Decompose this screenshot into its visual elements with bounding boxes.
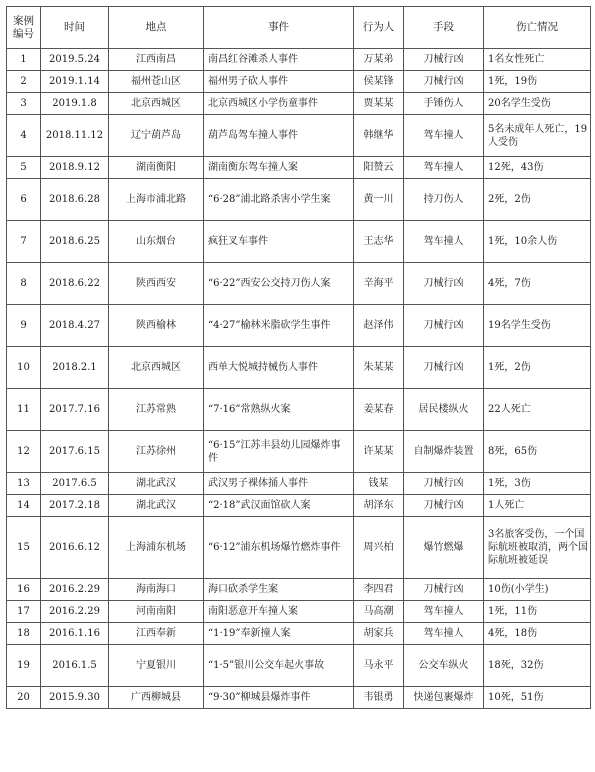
cell-location: 北京西城区 — [109, 347, 204, 389]
table-row — [7, 115, 591, 157]
cell-casualties: 2死，2伤 — [484, 179, 591, 221]
cell-event: “1·19”奉新撞人案 — [204, 623, 354, 645]
cell-event: “6·22”西安公交持刀伤人案 — [204, 263, 354, 305]
table-row — [7, 179, 591, 221]
cell-perpetrator: 许某某 — [354, 431, 404, 473]
header-case-number: 案例编号 — [7, 7, 41, 49]
cell-time: 2017.6.5 — [41, 473, 109, 495]
cell-case-number: 11 — [7, 389, 41, 431]
cell-casualties: 4死，18伤 — [484, 623, 591, 645]
cell-location: 上海市浦北路 — [109, 179, 204, 221]
cell-case-number: 16 — [7, 579, 41, 601]
table-row — [7, 579, 591, 601]
cell-event: “1·5”银川公交车起火事故 — [204, 645, 354, 687]
cell-location: 江西奉新 — [109, 623, 204, 645]
table-row — [7, 601, 591, 623]
cell-location: 江苏常熟 — [109, 389, 204, 431]
header-event: 事件 — [204, 7, 354, 49]
table-row — [7, 221, 591, 263]
table-row — [7, 473, 591, 495]
cell-event: “2·18”武汉面馆砍人案 — [204, 495, 354, 517]
cell-method: 居民楼纵火 — [404, 389, 484, 431]
cell-time: 2015.9.30 — [41, 687, 109, 709]
cell-method: 驾车撞人 — [404, 221, 484, 263]
cell-casualties: 1死，19伤 — [484, 71, 591, 93]
table-row — [7, 305, 591, 347]
cell-casualties: 8死，65伤 — [484, 431, 591, 473]
table-row — [7, 347, 591, 389]
cell-method: 刀械行凶 — [404, 49, 484, 71]
table-row — [7, 93, 591, 115]
table-row — [7, 157, 591, 179]
cell-method: 刀械行凶 — [404, 473, 484, 495]
cell-perpetrator: 赵泽伟 — [354, 305, 404, 347]
cell-casualties: 1死，11伤 — [484, 601, 591, 623]
cell-casualties: 1人死亡 — [484, 495, 591, 517]
cell-event: “7·16”常熟纵火案 — [204, 389, 354, 431]
cell-perpetrator: 马高潮 — [354, 601, 404, 623]
header-method: 手段 — [404, 7, 484, 49]
cell-time: 2017.6.15 — [41, 431, 109, 473]
cell-time: 2018.6.22 — [41, 263, 109, 305]
cell-perpetrator: 王志华 — [354, 221, 404, 263]
cell-casualties: 1死，2伤 — [484, 347, 591, 389]
incident-table — [6, 6, 591, 709]
table-row — [7, 495, 591, 517]
cell-perpetrator: 姜某春 — [354, 389, 404, 431]
cell-method: 刀械行凶 — [404, 495, 484, 517]
header-time: 时间 — [41, 7, 109, 49]
cell-event: 湖南衡东驾车撞人案 — [204, 157, 354, 179]
cell-method: 公交车纵火 — [404, 645, 484, 687]
cell-case-number: 10 — [7, 347, 41, 389]
cell-casualties: 12死，43伤 — [484, 157, 591, 179]
cell-event: 南昌红谷滩杀人事件 — [204, 49, 354, 71]
cell-method: 刀械行凶 — [404, 71, 484, 93]
cell-case-number: 4 — [7, 115, 41, 157]
cell-casualties: 4死，7伤 — [484, 263, 591, 305]
cell-casualties: 10伤(小学生) — [484, 579, 591, 601]
header-location: 地点 — [109, 7, 204, 49]
cell-time: 2018.6.25 — [41, 221, 109, 263]
cell-time: 2017.7.16 — [41, 389, 109, 431]
cell-casualties: 1死，3伤 — [484, 473, 591, 495]
cell-event: “6·15”江苏丰县幼儿园爆炸事件 — [204, 431, 354, 473]
cell-case-number: 8 — [7, 263, 41, 305]
cell-casualties: 1名女性死亡 — [484, 49, 591, 71]
table-row — [7, 49, 591, 71]
cell-casualties: 5名未成年人死亡，19人受伤 — [484, 115, 591, 157]
cell-perpetrator: 马永平 — [354, 645, 404, 687]
cell-method: 驾车撞人 — [404, 115, 484, 157]
cell-perpetrator: 钱某 — [354, 473, 404, 495]
cell-method: 驾车撞人 — [404, 601, 484, 623]
table-row — [7, 431, 591, 473]
cell-time: 2016.1.16 — [41, 623, 109, 645]
cell-time: 2019.5.24 — [41, 49, 109, 71]
table-body — [7, 49, 591, 709]
cell-case-number: 6 — [7, 179, 41, 221]
cell-event: 武汉男子裸体捅人事件 — [204, 473, 354, 495]
cell-case-number: 12 — [7, 431, 41, 473]
cell-perpetrator: 胡家兵 — [354, 623, 404, 645]
cell-method: 持刀伤人 — [404, 179, 484, 221]
cell-casualties: 18死，32伤 — [484, 645, 591, 687]
cell-method: 驾车撞人 — [404, 623, 484, 645]
cell-perpetrator: 万某弟 — [354, 49, 404, 71]
cell-location: 山东烟台 — [109, 221, 204, 263]
cell-location: 江西南昌 — [109, 49, 204, 71]
cell-case-number: 18 — [7, 623, 41, 645]
cell-case-number: 19 — [7, 645, 41, 687]
cell-location: 广西柳城县 — [109, 687, 204, 709]
table-row — [7, 623, 591, 645]
cell-event: “6·28”浦北路杀害小学生案 — [204, 179, 354, 221]
cell-location: 福州苍山区 — [109, 71, 204, 93]
cell-case-number: 20 — [7, 687, 41, 709]
cell-method: 自制爆炸装置 — [404, 431, 484, 473]
cell-location: 上海浦东机场 — [109, 517, 204, 579]
cell-casualties: 1死，10余人伤 — [484, 221, 591, 263]
cell-location: 湖北武汉 — [109, 473, 204, 495]
table-header-row — [7, 7, 591, 49]
cell-casualties: 19名学生受伤 — [484, 305, 591, 347]
cell-event: 疯狂叉车事件 — [204, 221, 354, 263]
cell-casualties: 20名学生受伤 — [484, 93, 591, 115]
cell-perpetrator: 胡泽东 — [354, 495, 404, 517]
cell-time: 2018.9.12 — [41, 157, 109, 179]
cell-perpetrator: 韦银勇 — [354, 687, 404, 709]
cell-time: 2016.2.29 — [41, 601, 109, 623]
cell-method: 快递包裹爆炸 — [404, 687, 484, 709]
cell-event: 南阳恶意开车撞人案 — [204, 601, 354, 623]
cell-method: 刀械行凶 — [404, 263, 484, 305]
cell-case-number: 1 — [7, 49, 41, 71]
cell-casualties: 22人死亡 — [484, 389, 591, 431]
table-row — [7, 517, 591, 579]
cell-casualties: 10死，51伤 — [484, 687, 591, 709]
cell-perpetrator: 贾某某 — [354, 93, 404, 115]
header-casualties: 伤亡情况 — [484, 7, 591, 49]
cell-case-number: 14 — [7, 495, 41, 517]
cell-method: 刀械行凶 — [404, 305, 484, 347]
cell-location: 宁夏银川 — [109, 645, 204, 687]
cell-case-number: 2 — [7, 71, 41, 93]
cell-time: 2018.2.1 — [41, 347, 109, 389]
cell-method: 驾车撞人 — [404, 157, 484, 179]
cell-case-number: 7 — [7, 221, 41, 263]
cell-event: 海口砍杀学生案 — [204, 579, 354, 601]
cell-event: 葫芦岛驾车撞人事件 — [204, 115, 354, 157]
cell-perpetrator: 阳赞云 — [354, 157, 404, 179]
cell-perpetrator: 辛海平 — [354, 263, 404, 305]
cell-perpetrator: 朱某某 — [354, 347, 404, 389]
cell-location: 湖北武汉 — [109, 495, 204, 517]
cell-location: 江苏徐州 — [109, 431, 204, 473]
cell-time: 2019.1.8 — [41, 93, 109, 115]
cell-time: 2016.2.29 — [41, 579, 109, 601]
cell-event: 北京西城区小学伤童事件 — [204, 93, 354, 115]
cell-location: 海南海口 — [109, 579, 204, 601]
cell-case-number: 13 — [7, 473, 41, 495]
cell-perpetrator: 黄一川 — [354, 179, 404, 221]
cell-case-number: 9 — [7, 305, 41, 347]
cell-location: 湖南衡阳 — [109, 157, 204, 179]
cell-perpetrator: 周兴柏 — [354, 517, 404, 579]
cell-perpetrator: 侯某锋 — [354, 71, 404, 93]
cell-time: 2018.11.12 — [41, 115, 109, 157]
cell-casualties: 3名旅客受伤，一个国际航班被取消，两个国际航班被延误 — [484, 517, 591, 579]
cell-method: 手锤伤人 — [404, 93, 484, 115]
cell-method: 刀械行凶 — [404, 347, 484, 389]
table-row — [7, 71, 591, 93]
table-row — [7, 645, 591, 687]
cell-case-number: 5 — [7, 157, 41, 179]
cell-event: “9·30”柳城县爆炸事件 — [204, 687, 354, 709]
cell-time: 2018.6.28 — [41, 179, 109, 221]
cell-location: 陕西榆林 — [109, 305, 204, 347]
cell-method: 爆竹燃爆 — [404, 517, 484, 579]
cell-location: 辽宁葫芦岛 — [109, 115, 204, 157]
cell-time: 2018.4.27 — [41, 305, 109, 347]
table-row — [7, 687, 591, 709]
table-row — [7, 263, 591, 305]
cell-case-number: 15 — [7, 517, 41, 579]
cell-event: “4·27”榆林米脂砍学生事件 — [204, 305, 354, 347]
cell-perpetrator: 韩继华 — [354, 115, 404, 157]
cell-event: “6·12”浦东机场爆竹燃炸事件 — [204, 517, 354, 579]
cell-case-number: 17 — [7, 601, 41, 623]
cell-time: 2016.1.5 — [41, 645, 109, 687]
cell-perpetrator: 李四君 — [354, 579, 404, 601]
cell-location: 陕西西安 — [109, 263, 204, 305]
cell-method: 刀械行凶 — [404, 579, 484, 601]
cell-case-number: 3 — [7, 93, 41, 115]
cell-time: 2017.2.18 — [41, 495, 109, 517]
cell-time: 2016.6.12 — [41, 517, 109, 579]
header-perpetrator: 行为人 — [354, 7, 404, 49]
table-row — [7, 389, 591, 431]
cell-location: 河南南阳 — [109, 601, 204, 623]
cell-time: 2019.1.14 — [41, 71, 109, 93]
cell-location: 北京西城区 — [109, 93, 204, 115]
cell-event: 福州男子砍人事件 — [204, 71, 354, 93]
cell-event: 西单大悦城持械伤人事件 — [204, 347, 354, 389]
